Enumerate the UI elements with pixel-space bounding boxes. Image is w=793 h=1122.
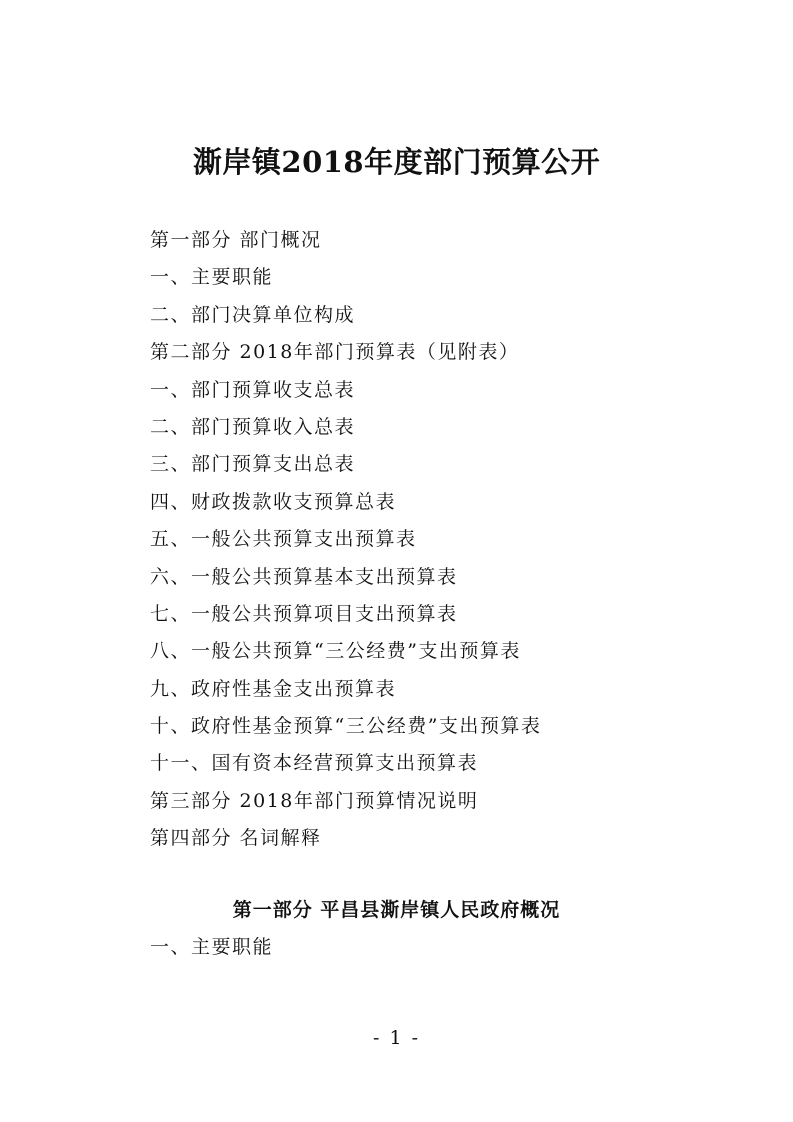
toc-item-expense-total: 三、部门预算支出总表 bbox=[150, 453, 356, 476]
toc-item-general-public-three-public: 八、一般公共预算“三公经费”支出预算表 bbox=[150, 640, 521, 663]
toc-item-income-expense-total: 一、部门预算收支总表 bbox=[150, 378, 356, 401]
toc-item-part-4: 第四部分 名词解释 bbox=[150, 827, 322, 850]
toc-item-fiscal-appropriation: 四、财政拨款收支预算总表 bbox=[150, 490, 397, 513]
toc-item-state-capital: 十一、国有资本经营预算支出预算表 bbox=[150, 752, 479, 775]
toc-item-general-public-project-expense: 七、一般公共预算项目支出预算表 bbox=[150, 602, 458, 625]
toc-item-unit-composition: 二、部门决算单位构成 bbox=[150, 303, 356, 326]
page-number: - 1 - bbox=[372, 1027, 420, 1049]
toc-item-part-2: 第二部分 2018年部门预算表（见附表） bbox=[150, 341, 520, 364]
section-subtitle: 一、主要职能 bbox=[150, 936, 274, 958]
document-title: 澌岸镇2018年度部门预算公开 bbox=[192, 145, 601, 179]
toc-item-part-3: 第三部分 2018年部门预算情况说明 bbox=[150, 789, 479, 812]
table-of-contents bbox=[150, 226, 541, 862]
section-title: 第一部分 平昌县澌岸镇人民政府概况 bbox=[232, 899, 561, 921]
toc-item-government-fund-three-public: 十、政府性基金预算“三公经费”支出预算表 bbox=[150, 715, 542, 738]
toc-item-government-fund-expense: 九、政府性基金支出预算表 bbox=[150, 677, 397, 700]
toc-item-income-total: 二、部门预算收入总表 bbox=[150, 415, 356, 438]
toc-item-general-public-expense: 五、一般公共预算支出预算表 bbox=[150, 528, 417, 551]
toc-item-general-public-basic-expense: 六、一般公共预算基本支出预算表 bbox=[150, 565, 458, 588]
toc-item-part-1: 第一部分 部门概况 bbox=[150, 229, 322, 251]
toc-item-main-functions: 一、主要职能 bbox=[150, 266, 274, 289]
